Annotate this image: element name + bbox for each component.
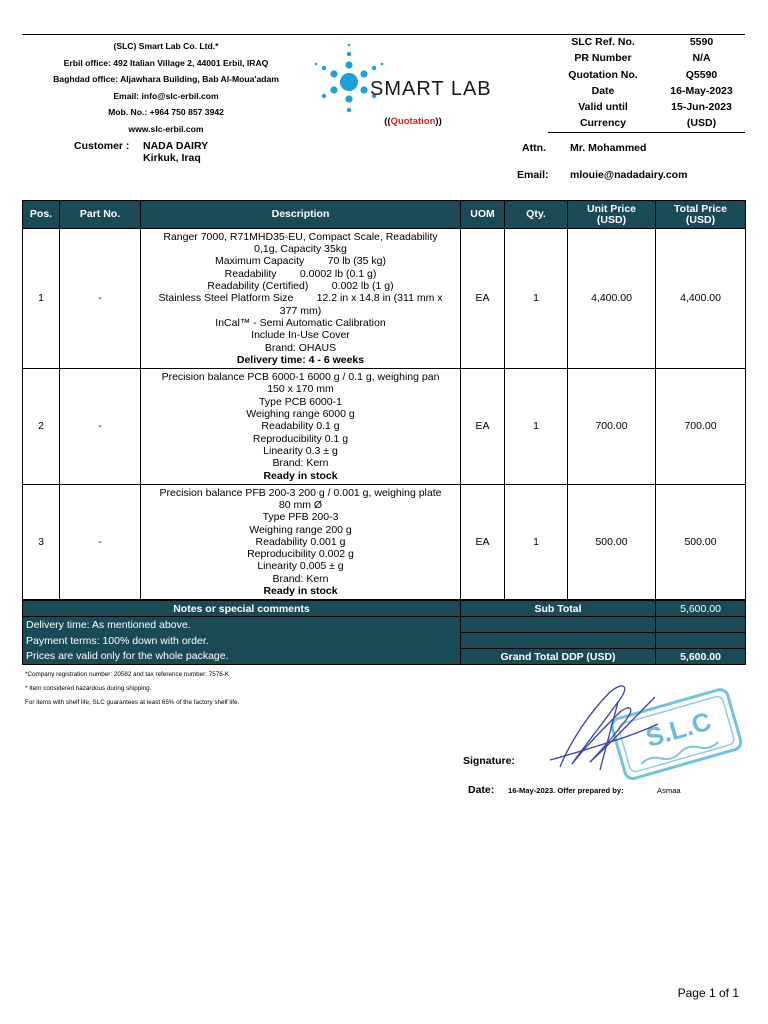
grand-total-row: [23, 649, 746, 665]
empty-cell: [656, 633, 746, 649]
desc-line: Type PFB 200-3: [262, 511, 339, 524]
total-price-header-l1: Total Price: [674, 202, 727, 215]
note-line: Payment terms: 100% down with order.: [23, 633, 461, 649]
company-website: www.slc-erbil.com: [128, 123, 204, 134]
row-part: -: [60, 485, 141, 600]
reference-block: [548, 34, 745, 133]
note-line: Prices are valid only for the whole package.: [23, 649, 461, 665]
footnote: *Company registration number: 20582 and tax reference number: 7576-K: [25, 671, 230, 678]
logo-wordmark: SMART LAB: [370, 78, 492, 100]
ref-key: Quotation No.: [568, 68, 638, 81]
customer-details: [143, 140, 208, 164]
signature-label: Signature:: [463, 755, 515, 767]
customer-label: Customer :: [74, 140, 130, 152]
desc-line: Brand: OHAUS: [264, 341, 337, 354]
desc-line: Precision balance PCB 6000-1 6000 g / 0.1 g, weighing pan: [161, 371, 440, 384]
desc-line: 80 mm Ø: [278, 498, 323, 511]
unit-price-header-l2: (USD): [596, 213, 627, 226]
footnotes: [25, 668, 239, 709]
desc-line: Readability 0.1 g: [261, 420, 340, 433]
desc-line: Stainless Steel Platform Size 12.2 in x 14.8 in (311 mm x: [158, 292, 443, 305]
ref-value: 5590: [689, 36, 714, 48]
row-description: [141, 485, 461, 600]
ref-row: [548, 34, 745, 50]
subtotal-value: 5,600.00: [656, 601, 746, 617]
notes-header: Notes or special comments: [23, 601, 461, 617]
ref-key: Valid until: [578, 101, 628, 114]
desc-line: Readability 0.001 g: [255, 535, 346, 548]
row-description: [141, 369, 461, 485]
desc-line: Reproducibility 0.002 g: [247, 548, 354, 561]
desc-line: Readability 0.0002 lb (0.1 g): [224, 267, 377, 280]
prepared-by: Asmaa: [657, 786, 681, 795]
desc-line: Ranger 7000, R71MHD35-EU, Compact Scale, Readability: [163, 230, 438, 243]
row-part: -: [60, 369, 141, 485]
attn-value: Mr. Mohammed: [570, 142, 647, 154]
row-total-price: 4,400.00: [656, 229, 746, 369]
grand-total-label: Grand Total DDP (USD): [461, 649, 656, 665]
ref-row: [548, 50, 745, 66]
grand-total-value: 5,600.00: [656, 649, 746, 665]
desc-line: 0,1g, Capacity 35kg: [254, 243, 347, 256]
totals-table: [22, 600, 746, 665]
header-bottom-rule: [548, 132, 745, 133]
col-header-part: Part No.: [60, 201, 141, 229]
col-header-desc: Description: [141, 201, 461, 229]
desc-line: Precision balance PFB 200-3 200 g / 0.001 g, weighing plate: [159, 486, 442, 499]
ref-key: Currency: [579, 117, 627, 130]
notes-row: [23, 633, 746, 649]
desc-line: Reproducibility 0.1 g: [252, 432, 349, 445]
row-qty: 1: [505, 485, 568, 600]
row-part: -: [60, 229, 141, 369]
unit-price-header-l1: Unit Price: [586, 202, 636, 215]
totals-header-row: [23, 601, 746, 617]
ref-key: PR Number: [574, 52, 632, 65]
subtotal-label: Sub Total: [461, 601, 656, 617]
note-line: Delivery time: As mentioned above.: [23, 617, 461, 633]
erbil-office: Erbil office: 492 Italian Village 2, 44001 Erbil, IRAQ: [63, 57, 269, 68]
document-type: [368, 116, 458, 127]
footnote: * Item considered hazardous during shipping.: [25, 684, 152, 692]
table-row: [23, 485, 746, 600]
desc-line: Brand: Kern: [272, 572, 329, 585]
delivery-note: Ready in stock: [263, 469, 338, 482]
ref-value: (USD): [686, 117, 717, 130]
ref-value: Q5590: [685, 68, 718, 81]
ref-value: 15-Jun-2023: [671, 101, 732, 114]
ref-key: Date: [591, 84, 615, 97]
row-uom: EA: [461, 369, 505, 485]
company-info: [22, 38, 310, 137]
col-header-pos: Pos.: [23, 201, 60, 229]
doc-type-open: ((: [384, 116, 391, 127]
row-qty: 1: [505, 229, 568, 369]
desc-line: Linearity 0.3 ± g: [263, 444, 338, 457]
email-label: Email:: [517, 169, 549, 181]
company-stamp-and-signature: [530, 672, 750, 782]
items-table: [22, 200, 746, 600]
customer-email: mlouie@nadadairy.com: [570, 169, 688, 181]
row-pos: 3: [23, 485, 60, 600]
ref-row: [548, 99, 745, 115]
desc-line: Maximum Capacity 70 lb (35 kg): [215, 255, 386, 268]
table-row: [23, 369, 746, 485]
desc-line: InCal™ - Semi Automatic Calibration: [215, 316, 386, 329]
ref-value: 16-May-2023: [670, 84, 733, 97]
notes-row: [23, 617, 746, 633]
desc-line: Type PCB 6000-1: [259, 395, 342, 408]
date-label: Date:: [468, 784, 495, 796]
total-price-header-l2: (USD): [685, 213, 716, 226]
company-mobile: Mob. No.: +964 750 857 3942: [108, 107, 224, 117]
row-unit-price: 700.00: [568, 369, 656, 485]
ref-key: SLC Ref. No.: [571, 36, 635, 48]
delivery-note: Delivery time: 4 - 6 weeks: [236, 353, 365, 366]
doc-type-label: Quotation: [390, 116, 436, 127]
company-name: (SLC) Smart Lab Co. Ltd.*: [113, 41, 219, 51]
desc-line: Weighing range 200 g: [249, 523, 352, 536]
ref-row: [548, 83, 745, 99]
row-uom: EA: [461, 229, 505, 369]
desc-line: Brand: Kern: [272, 457, 329, 470]
customer-name: NADA DAIRY: [143, 140, 209, 152]
row-total-price: 700.00: [656, 369, 746, 485]
empty-cell: [461, 633, 656, 649]
table-header-row: [23, 201, 746, 229]
company-email: Email: info@slc-erbil.com: [113, 90, 219, 101]
desc-line: Include In-Use Cover: [251, 329, 350, 342]
col-header-qty: Qty.: [505, 201, 568, 229]
baghdad-office: Baghdad office: Aljawhara Building, Bab Al-Moua'adam: [53, 74, 279, 84]
row-unit-price: 500.00: [568, 485, 656, 600]
empty-cell: [656, 617, 746, 633]
desc-line: 377 mm): [279, 304, 322, 317]
row-pos: 1: [23, 229, 60, 369]
desc-line: 150 x 170 mm: [267, 383, 334, 396]
row-qty: 1: [505, 369, 568, 485]
attn-label: Attn.: [522, 142, 546, 154]
col-header-unit-price: [568, 201, 656, 229]
offer-date-line: 16-May-2023. Offer prepared by:: [508, 786, 624, 795]
row-description: [141, 229, 461, 369]
footnote: For items with shelf life, SLC guarantees at least 65% of the factory shelf life.: [25, 698, 240, 706]
row-total-price: 500.00: [656, 485, 746, 600]
stamp-text: S.L.C: [642, 705, 715, 753]
desc-line: Linearity 0.005 ± g: [257, 560, 344, 573]
customer-city: Kirkuk, Iraq: [143, 152, 201, 164]
col-header-total-price: [656, 201, 746, 229]
table-row: [23, 229, 746, 369]
ref-row: [548, 115, 745, 131]
ref-value: N/A: [692, 52, 711, 65]
col-header-uom: UOM: [461, 201, 505, 229]
page-number: Page 1 of 1: [677, 986, 739, 1000]
delivery-note: Ready in stock: [263, 585, 338, 598]
row-uom: EA: [461, 485, 505, 600]
row-unit-price: 4,400.00: [568, 229, 656, 369]
desc-line: Readability (Certified) 0.002 lb (1 g): [207, 280, 394, 293]
ref-row: [548, 67, 745, 83]
desc-line: Weighing range 6000 g: [246, 408, 355, 421]
doc-type-close: )): [435, 116, 442, 127]
empty-cell: [461, 617, 656, 633]
row-pos: 2: [23, 369, 60, 485]
smart-lab-logo: [312, 38, 512, 118]
